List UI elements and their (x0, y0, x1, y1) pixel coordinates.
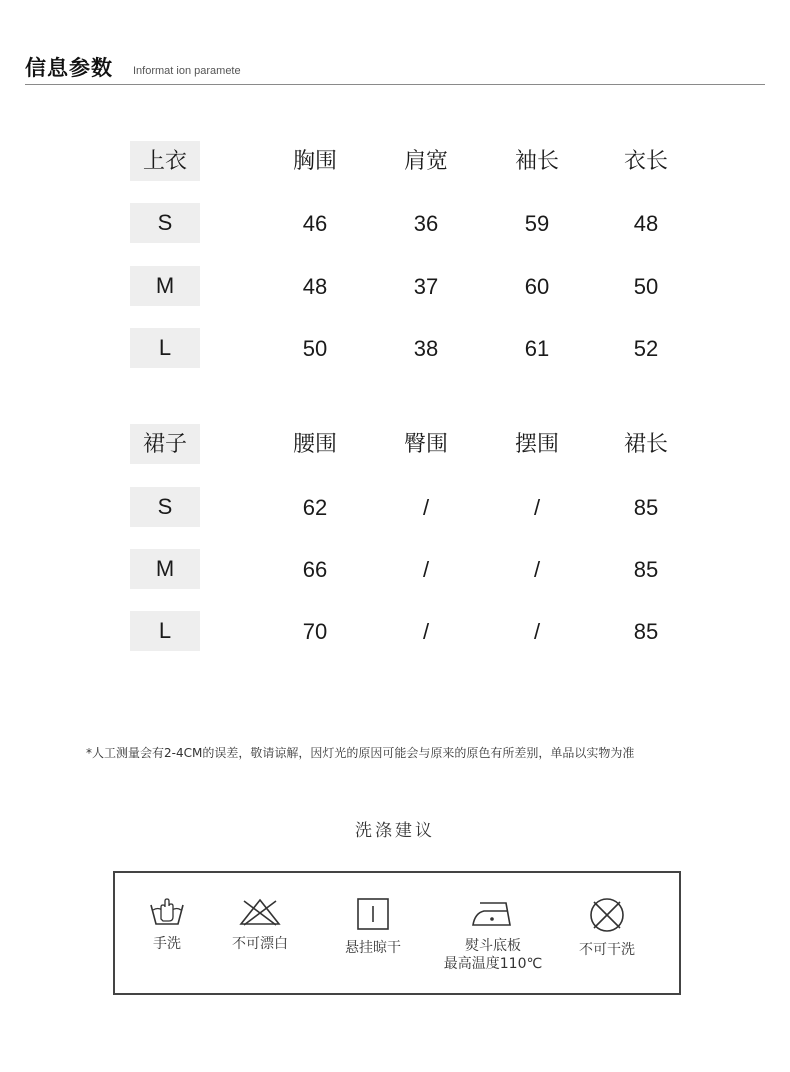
care-label-line: 最高温度110℃ (443, 956, 543, 972)
table-cell: / (422, 619, 430, 644)
table-row (0, 549, 790, 591)
section-subtitle: Informat ion paramete (133, 65, 241, 77)
table-cell: 46 (302, 211, 328, 236)
table-header-row (0, 141, 790, 183)
table-cell: 61 (524, 336, 550, 361)
column-header: 胸围 (292, 149, 337, 174)
no-dry-clean-icon (588, 897, 626, 933)
hand-wash-icon (148, 897, 186, 927)
table-cell: / (422, 557, 430, 582)
column-header: 摆围 (514, 432, 559, 457)
table-cell: 66 (302, 557, 328, 582)
section-title: 信息参数 (25, 56, 113, 80)
column-header: 裙长 (623, 432, 668, 457)
category-label: 上衣 (130, 141, 200, 181)
table-cell: 59 (524, 211, 550, 236)
table-row (0, 328, 790, 370)
care-item-iron (433, 897, 553, 973)
table-row (0, 611, 790, 653)
table-cell: 36 (413, 211, 439, 236)
column-header: 肩宽 (403, 149, 448, 174)
measurement-note: *人工测量会有2-4CM的误差，敬请谅解，因灯光的原因可能会与原来的原色有所差别，单品以实物为准 (86, 746, 635, 760)
table-cell: 48 (302, 274, 328, 299)
table-cell: 70 (302, 619, 328, 644)
table-cell: 52 (633, 336, 659, 361)
table-cell: 50 (302, 336, 328, 361)
care-label: 悬挂晾干 (345, 940, 401, 956)
table-cell: 85 (633, 495, 659, 520)
header-divider (25, 84, 765, 85)
column-header: 腰围 (292, 432, 337, 457)
table-cell: 60 (524, 274, 550, 299)
table-cell: 50 (633, 274, 659, 299)
table-cell: 37 (413, 274, 439, 299)
care-label: 不可漂白 (232, 936, 288, 952)
size-label: M (130, 266, 200, 306)
table-row (0, 203, 790, 245)
size-label: S (130, 487, 200, 527)
size-label: S (130, 203, 200, 243)
table-cell: / (422, 495, 430, 520)
table-cell: / (533, 619, 541, 644)
care-item-hand-wash (137, 897, 197, 953)
care-label (433, 937, 553, 973)
table-cell: / (533, 495, 541, 520)
column-header: 袖长 (514, 149, 559, 174)
table-cell: 62 (302, 495, 328, 520)
care-item-no-bleach (220, 897, 300, 953)
table-cell: / (533, 557, 541, 582)
table-header-row (0, 424, 790, 466)
care-label: 手洗 (153, 936, 181, 952)
table-cell: 85 (633, 557, 659, 582)
care-instructions-box (113, 871, 681, 995)
care-label-line: 熨斗底板 (465, 938, 521, 954)
size-label: M (130, 549, 200, 589)
table-cell: 38 (413, 336, 439, 361)
care-item-hang-dry (333, 897, 413, 957)
table-cell: 85 (633, 619, 659, 644)
table-row (0, 266, 790, 308)
size-label: L (130, 328, 200, 368)
care-item-no-dry-clean (567, 897, 647, 959)
care-label: 不可干洗 (579, 942, 635, 958)
table-cell: 48 (633, 211, 659, 236)
column-header: 衣长 (623, 149, 668, 174)
hang-dry-icon (355, 897, 391, 931)
section-header (25, 52, 765, 86)
no-bleach-icon (238, 897, 282, 927)
care-title: 洗涤建议 (355, 821, 435, 841)
column-header: 臀围 (403, 432, 448, 457)
size-label: L (130, 611, 200, 651)
table-row (0, 487, 790, 529)
category-label: 裙子 (130, 424, 200, 464)
iron-icon (470, 897, 516, 929)
